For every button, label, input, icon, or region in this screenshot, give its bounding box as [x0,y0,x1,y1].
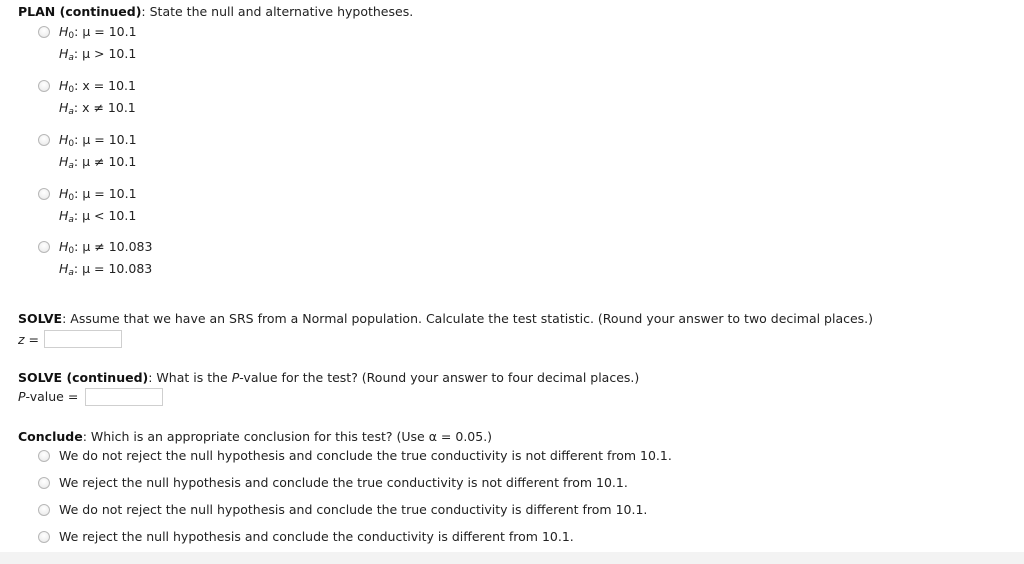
conclude-question [18,429,492,444]
hypothesis-option-2-ha: Ha: x ≠ 10.1 [59,100,136,117]
hypothesis-option-5-radio[interactable] [38,241,50,253]
solve-question [18,311,873,326]
plan-prompt: : State the null and alternative hypotheses. [141,4,414,19]
conclusion-option-1-radio[interactable] [38,450,50,462]
hypothesis-option-1-h0: H0: μ = 10.1 [59,24,137,41]
plan-heading: PLAN (continued) [18,4,142,19]
hypothesis-option-4-h0: H0: μ = 10.1 [59,186,137,203]
plan-question [18,4,413,19]
hypothesis-option-1-ha: Ha: μ > 10.1 [59,46,137,63]
z-input[interactable] [44,330,122,348]
conclude-heading: Conclude [18,429,83,444]
hypothesis-option-4-ha: Ha: μ < 10.1 [59,208,137,225]
conclusion-option-1-text: We do not reject the null hypothesis and conclude the true conductivity is not different from 10.1. [59,448,672,463]
conclusion-option-3-radio[interactable] [38,504,50,516]
hypothesis-option-4-radio[interactable] [38,188,50,200]
conclusion-option-2-text: We reject the null hypothesis and conclude the true conductivity is not different from 10.1. [59,475,628,490]
solve-prompt: : Assume that we have an SRS from a Normal population. Calculate the test statistic. (Round your answer to two decimal places.) [62,311,874,326]
hypothesis-option-2-radio[interactable] [38,80,50,92]
hypothesis-option-3-ha: Ha: μ ≠ 10.1 [59,154,137,171]
solve-heading: SOLVE [18,311,63,326]
bottom-band [0,552,1024,564]
z-label: z = [18,332,40,347]
p-value-input[interactable] [85,388,163,406]
p-value-label: P-value = [18,389,79,404]
conclusion-option-4-radio[interactable] [38,531,50,543]
hypothesis-option-2-h0: H0: x = 10.1 [59,78,136,95]
conclude-prompt: : Which is an appropriate conclusion for this test? (Use α = 0.05.) [82,429,493,444]
solve-continued-heading: SOLVE (continued) [18,370,149,385]
hypothesis-option-5-h0: H0: μ ≠ 10.083 [59,239,153,256]
conclusion-option-3-text: We do not reject the null hypothesis and conclude the true conductivity is different from 10.1. [59,502,648,517]
conclusion-option-4-text: We reject the null hypothesis and conclude the conductivity is different from 10.1. [59,529,574,544]
hypothesis-option-1-radio[interactable] [38,26,50,38]
hypothesis-option-3-h0: H0: μ = 10.1 [59,132,137,149]
hypothesis-option-5-ha: Ha: μ = 10.083 [59,261,153,278]
solve-continued-question: SOLVE (continued): What is the P-value for the test? (Round your answer to four decimal places.) [18,370,640,385]
hypothesis-option-3-radio[interactable] [38,134,50,146]
conclusion-option-2-radio[interactable] [38,477,50,489]
